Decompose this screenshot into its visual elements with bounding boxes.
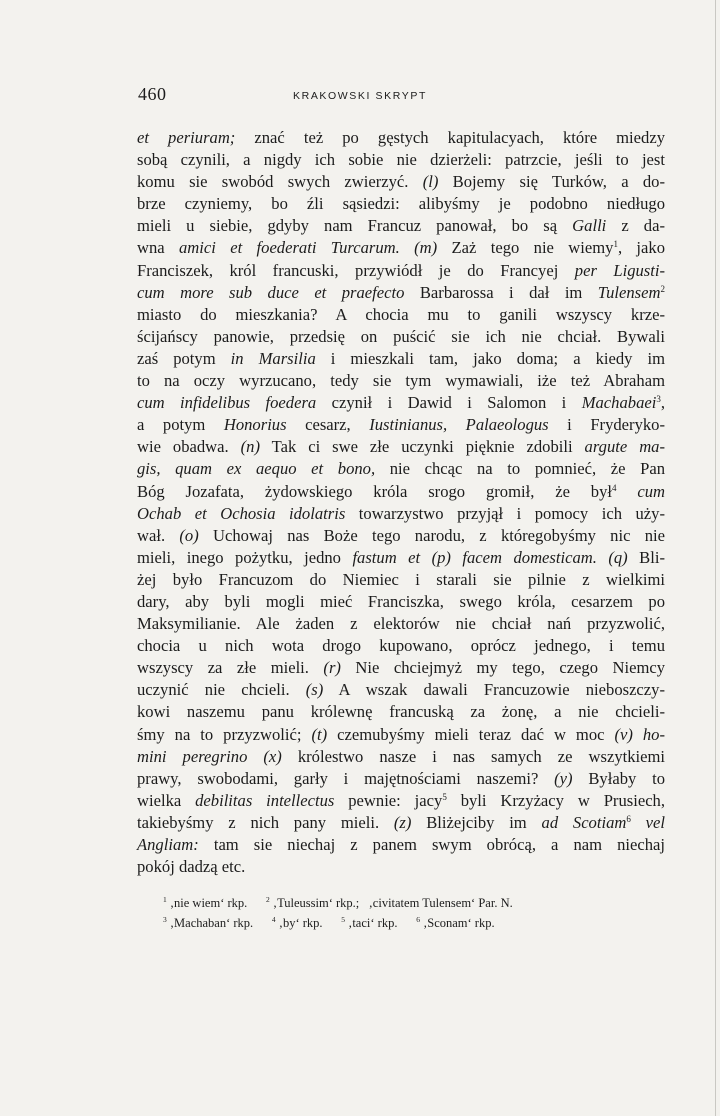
- footnote-marker: 2: [660, 283, 665, 294]
- italic-text: ad Scotiam: [541, 812, 627, 832]
- footnote-marker: 4: [611, 482, 617, 493]
- italic-text: (z): [393, 812, 412, 832]
- italic-text: per Ligusti-: [574, 260, 665, 280]
- text-line: [137, 724, 665, 746]
- footnote-line: [163, 914, 663, 934]
- text-run: cesarz,: [286, 415, 370, 435]
- text-run: byli Krzyżacy w Prusiech,: [446, 790, 665, 810]
- text-run: sobą czynili, a nigdy ich sobie nie dzierżeli: patrzcie, jeśli to jest: [137, 150, 665, 170]
- text-line: [137, 635, 665, 657]
- text-line: [137, 193, 665, 215]
- text-run: miasto do mieszkania? A chocia mu to ganili wszyscy krze-: [137, 304, 665, 324]
- text-line: [137, 326, 665, 348]
- text-run: uczynić nie chcieli.: [137, 680, 306, 700]
- italic-text: cum: [637, 481, 665, 501]
- footnote-marker: 1: [613, 239, 618, 250]
- text-run: ścijańscy panowie, przedsię on puścić sie ich nie chciał. Bywali: [137, 326, 665, 346]
- text-line: [137, 834, 665, 856]
- text-run: i mieszkali tam, jako doma; a kiedy im: [315, 348, 665, 368]
- text-run: znać też po gęstych kapitulacyach, które miedzy: [235, 128, 665, 147]
- text-line: [137, 171, 665, 193]
- footnote-marker: 1: [163, 895, 167, 904]
- text-run: chocia u nich wota drogo kupowano, oprócz jednego, i temu: [137, 636, 665, 656]
- text-run: ‚nie wiem‘ rkp.: [166, 896, 267, 910]
- italic-text: et periuram;: [137, 128, 236, 147]
- text-run: takiebyśmy z nich pany mieli.: [137, 812, 394, 832]
- text-line: [137, 237, 665, 259]
- text-line: [137, 215, 665, 237]
- text-run: Byłaby to: [572, 768, 666, 788]
- text-run: pokój dadzą etc.: [137, 857, 246, 877]
- italic-text: mini peregrino (x): [137, 746, 282, 766]
- italic-text: Honorius: [223, 415, 287, 435]
- text-line: [137, 370, 665, 392]
- italic-text: argute ma-: [584, 437, 665, 457]
- text-run: żej było Francuzom do Niemiec i starali sie pilnie z wielkimi: [137, 569, 665, 589]
- footnote-marker: 5: [341, 914, 346, 924]
- italic-text: fastum et (p) facem domesticam. (q): [352, 547, 628, 567]
- text-run: towarzystwo przyjął i pomocy ich uży-: [345, 503, 665, 523]
- text-line: [137, 392, 665, 414]
- text-line: [137, 304, 665, 326]
- footnote-marker: 5: [442, 791, 447, 802]
- text-run: dary, aby byli mogli mieć Franciszka, swego króla, cesarzem po: [137, 591, 665, 611]
- italic-text: gis, quam ex aequo et bono,: [137, 459, 376, 479]
- text-run: to na oczy wyrzucano, tedy sie tym wymawiali, iże też Abraham: [137, 371, 665, 391]
- text-line: [137, 547, 665, 569]
- text-run: kowi naszemu panu królewnę francuską za żonę, a nie chcieli-: [137, 702, 665, 722]
- italic-text: Ochab et Ochosia idolatris: [137, 503, 346, 523]
- text-line: [137, 436, 665, 458]
- text-run: mieli, inego pożytku, jedno: [137, 547, 353, 567]
- text-run: ‚Sconam‘ rkp.: [419, 915, 495, 930]
- text-run: zaś potym: [137, 348, 231, 368]
- text-line: [137, 525, 665, 547]
- text-run: a potym: [137, 415, 224, 435]
- italic-text: cum infidelibus foedera: [137, 393, 317, 413]
- text-line: [137, 348, 665, 370]
- text-run: królestwo nasze i nas samych ze wszytkiemi: [281, 746, 666, 766]
- text-run: śmy na to przyzwolić;: [137, 724, 312, 744]
- text-line: [137, 790, 665, 812]
- text-line: [137, 481, 665, 503]
- page-number: 460: [138, 84, 167, 104]
- italic-text: Galli: [572, 216, 607, 236]
- footnote-line: [163, 894, 663, 914]
- italic-text: vel: [645, 812, 666, 832]
- text-run: wie obadwa.: [137, 437, 241, 457]
- footnote-marker: 2: [266, 895, 270, 904]
- text-run: ‚taci‘ rkp.: [345, 915, 417, 930]
- text-line: [137, 591, 665, 613]
- text-run: Nie chciejmyż my tego, czego Niemcy: [340, 658, 666, 678]
- footnote-marker: 3: [656, 394, 661, 405]
- italic-text: (y): [554, 768, 573, 788]
- italic-text: (s): [305, 680, 324, 700]
- text-run: z da-: [606, 216, 665, 236]
- text-run: i Fryderyko-: [548, 415, 665, 435]
- italic-text: cum more sub duce et praefecto: [137, 282, 405, 302]
- text-run: komu sie swobód swych zwierzyć.: [137, 172, 423, 192]
- text-run: prawy, swobodami, garły i majętnościami naszemi?: [137, 768, 555, 788]
- text-run: Franciszek, król francuski, przywiódł je do Francyej: [137, 260, 575, 280]
- text-run: wielka: [137, 790, 196, 810]
- italic-text: debilitas intellectus: [195, 790, 335, 810]
- text-run: ,: [660, 393, 665, 413]
- text-run: Bli-: [627, 547, 665, 567]
- italic-text: Tulensem: [597, 282, 661, 302]
- text-line: [137, 746, 665, 768]
- italic-text: Angliam:: [137, 835, 199, 854]
- text-line: [137, 679, 665, 701]
- text-line: [137, 282, 665, 304]
- text-run: Zaż tego nie wiemy: [437, 238, 614, 258]
- text-run: [631, 813, 646, 832]
- text-run: czemubyśmy mieli teraz dać w moc: [327, 724, 615, 744]
- text-run: Bóg Jozafata, żydowskiego króla srogo gromił, że był: [137, 481, 612, 501]
- text-line: [137, 503, 665, 525]
- text-run: Uchowaj nas Boże tego narodu, z któregobyśmy nic nie: [198, 525, 665, 545]
- text-line: [137, 701, 665, 723]
- text-run: [616, 482, 637, 501]
- footnote-marker: 3: [163, 914, 167, 924]
- body-text: [137, 127, 665, 878]
- italic-text: Machabaei: [581, 393, 657, 413]
- text-run: Barbarossa i dał im: [404, 282, 598, 302]
- text-run: nie chcąc na to pomnieć, że Pan: [375, 459, 665, 479]
- text-run: Maksymilianie. Ale żaden z elektorów nie chciał nań przyzwolić,: [137, 614, 665, 634]
- italic-text: (r): [323, 658, 341, 678]
- italic-text: amici et foederati Turcarum. (m): [179, 238, 438, 258]
- text-line: [137, 127, 665, 149]
- text-run: wna: [137, 238, 179, 258]
- text-line: [137, 458, 665, 480]
- text-run: tam sie niechaj z panem swym obrócą, a nam niechaj: [198, 835, 665, 854]
- italic-text: (l): [422, 172, 439, 192]
- footnote-marker: 4: [271, 914, 276, 924]
- text-run: Tak ci swe złe uczynki pięknie zdobili: [259, 437, 585, 457]
- italic-text: (t): [311, 724, 328, 744]
- text-line: [137, 856, 665, 878]
- text-run: ‚by‘ rkp.: [275, 915, 342, 930]
- text-run: brze czyniemy, bo źli sąsiedzi: alibyśmy je podobno niedługo: [137, 194, 665, 214]
- text-run: , jako: [617, 238, 666, 258]
- text-run: A wszak dawali Francuzowie nieboszczy-: [323, 680, 665, 700]
- text-run: wszyscy za złe mieli.: [137, 658, 324, 678]
- text-run: Bojemy się Turków, a do-: [438, 172, 665, 192]
- text-run: czynił i Dawid i Salomon i: [316, 393, 582, 413]
- running-title: KRAKOWSKI SKRYPT: [293, 90, 427, 102]
- text-line: [137, 657, 665, 679]
- text-run: mieli u siebie, gdyby nam Francuz panował, bo są: [137, 216, 573, 236]
- italic-text: Iustinianus, Palaeologus: [369, 415, 549, 435]
- text-line: [137, 260, 665, 282]
- text-line: [137, 613, 665, 635]
- text-line: [137, 414, 665, 436]
- italic-text: (v) ho-: [614, 724, 666, 744]
- text-run: Bliżejciby im: [411, 812, 542, 832]
- text-run: wał.: [137, 525, 180, 545]
- footnote-marker: 6: [626, 813, 631, 824]
- text-run: pewnie: jacy: [334, 790, 443, 810]
- text-run: ‚Tuleussim‘ rkp.; ‚civitatem Tulensem‘ Par. N.: [269, 896, 513, 910]
- page-edge-rule: [715, 0, 716, 1116]
- text-line: [137, 812, 665, 834]
- text-line: [137, 768, 665, 790]
- footnotes: [163, 894, 663, 933]
- italic-text: (n): [240, 437, 260, 457]
- text-run: ‚Machaban‘ rkp.: [166, 915, 272, 930]
- italic-text: (o): [179, 525, 199, 545]
- text-line: [137, 149, 665, 171]
- italic-text: in Marsilia: [230, 348, 316, 368]
- footnote-marker: 6: [416, 914, 420, 924]
- text-line: [137, 569, 665, 591]
